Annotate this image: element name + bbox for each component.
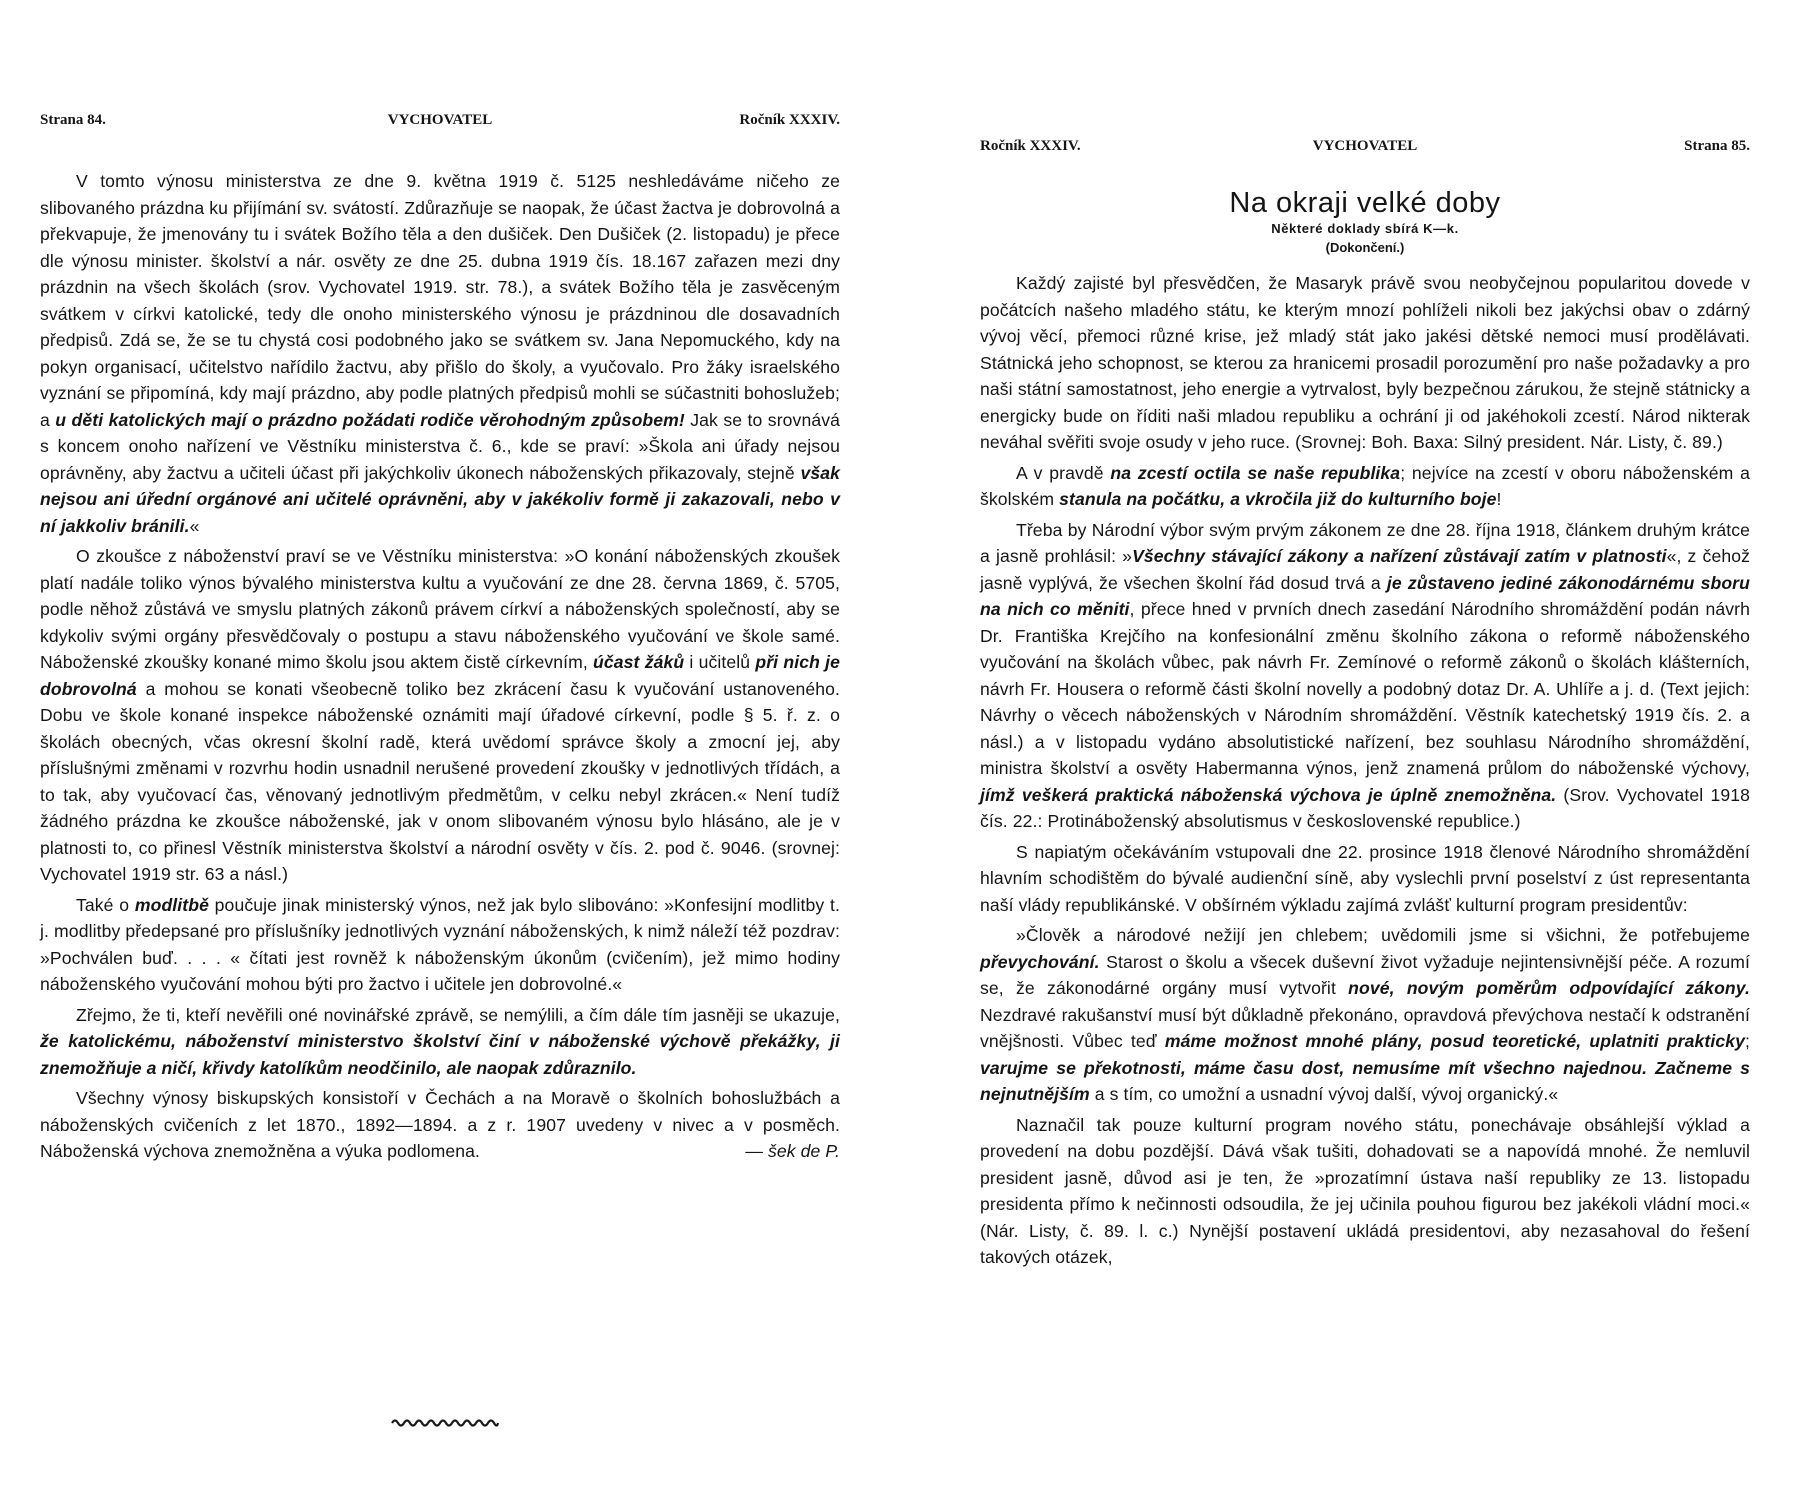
text-run: (Srov. Vychovatel 1918 čís. 22.: Protináboženský absolutismus v československé republice.) (980, 784, 1750, 831)
right-running-header (980, 138, 1750, 160)
paragraph (40, 1002, 840, 1082)
emphasized-text: modlitbě (134, 894, 209, 915)
paragraph (980, 839, 1750, 919)
text-run: « (189, 515, 200, 536)
text-run: Starost o školu a všecek duševní život vyžaduje nejintensivnější péče. A rozumí se, že zákonodárné orgány musí vytvořit (980, 951, 1750, 998)
text-run: Také o (76, 894, 135, 915)
paragraph (980, 1112, 1750, 1271)
text-run: , přece hned v prvních dnech zasedání Národního shromáždění podán návrh Dr. Františka Krejčího na konfesionální změnu školního zákona o reformě náboženského vyučování na školách vůbec, pak návrh Fr. Zemínové o reformě zákonů o školách klášterních, návrh Fr. Housera o reformě části školní novelly a podobný dotaz Dr. A. Uhlíře a j. d. (Text jejich: Návrhy o věcech náboženských v Národním shromáždění. Věstník katechetský 1919 čís. 2. a násl.) a v listopadu vydáno absolutistické nařízení, bez souhlasu Národního shromáždění, ministra školství a osvěty Habermanna výnos, jenž znamená průlom do náboženské výchovy, (980, 599, 1750, 778)
text-run: S napiatým očekáváním vstupovali dne 22. prosince 1918 členové Národního shromáždění hlavním schodištěm do bývalé audienční síně, aby vyslechli první poselství z úst representanta naší vlády republikánské. V obšírném výkladu zajímá zvlášť kulturní program presidentův: (980, 841, 1750, 915)
text-run: i učitelů (684, 652, 756, 672)
text-run: A v pravdě (1016, 462, 1111, 483)
text-run: ! (1496, 489, 1502, 509)
emphasized-text: při nich je dobrovolná (40, 652, 841, 699)
emphasized-text: jímž veškerá praktická náboženská výchova je úplně znemožněna. (980, 784, 1557, 805)
emphasized-text: Všechny stávající zákony a nařízení zůstávají zatím v platnosti (1132, 546, 1667, 566)
right-page-number: Strana 85. (1684, 138, 1750, 154)
left-page (40, 0, 840, 1500)
emphasized-text: na zcestí octila se naše republika (1110, 462, 1401, 483)
emphasized-text: převychování. (980, 951, 1100, 972)
left-volume: Ročník XXXIV. (739, 112, 840, 128)
emphasized-text: je zůstaveno jediné zákonodárnému sboru na nich co měniti (980, 572, 1750, 619)
text-run: O zkoušce z náboženství praví se ve Věstníku ministerstva: »O konání náboženských zkoušek platí nadále toliko výnos bývalého ministerstva kultu a vyučování ze dne 28. června 1869, č. 5705, podle něhož zůstává ve smyslu platných zákonů právem církví a náboženských společností, aby se kdykoliv svými orgány přesvědčovaly o postupu a stavu náboženského vyučování ve škole samé. Náboženské zkoušky konané mimo školu jsou aktem čistě církevním, (40, 546, 840, 672)
right-journal-title: VYCHOVATEL (1312, 138, 1418, 154)
text-run: Každý zajisté byl přesvědčen, že Masaryk právě svou neobyčejnou popularitou dovede v počátcích našeho mladého státu, ke kterým mnozí pohlíželi nikoli bez jakýchsi obav o zdárný vývoj věcí, přemoci různé krise, jež mladý stát jako jakési dětské nemoci musí prodělávati. Státnická jeho schopnost, se kterou za hranicemi prosadil porozumění pro naše požadavky a pro naši státní samostatnost, jeho energie a vytrvalost, byly bezpečnou zárukou, že stejně státnicky a energicky bude on říditi naši mladou republiku a ochrání ji od jakéhokoli zcestí. Národ nikterak neváhal svěřiti svoje osudy v jeho ruce. (Srovnej: Boh. Baxa: Silný president. Nár. Listy, č. 89.) (980, 273, 1750, 452)
right-page (980, 0, 1750, 1500)
emphasized-text: účast žáků (593, 652, 685, 672)
emphasized-text: u děti katolických mají o prázdno požádati rodiče věrohodným způsobem! (55, 409, 685, 430)
article-byline: Některé doklady sbírá K—k. (1271, 221, 1459, 236)
text-run: ; nejvíce na zcestí v oboru náboženském a školském (980, 462, 1750, 509)
text-run: a mohou se konati všeobecně toliko bez zkrácení času k vyučování ustanoveného. Dobu ve škole konané inspekce náboženské oznámiti mají úřadové církevní, podle § 5. ř. z. o školách obecných, včas okresní školní radě, která uvědomí správce školy a zmocní jej, aby příslušnými změnami v rozvrhu hodin usnadnil nerušené provedení zkoušky v jednotlivých třídách, a to tak, aby vyučovací čas, věnovaný jednotlivým předmětům, v celku nebyl zkrácen.« Není tudíž žádného prázdna ke zkoušce náboženské, jak v onom slibovaném výnosu bylo hlásáno, ale je v platnosti to, co přinesl Věstník ministerstva školství a národní osvěty v čís. 2. pod č. 9046. (srovnej: Vychovatel 1919 str. 63 a násl.) (40, 678, 840, 884)
left-running-header (40, 112, 840, 134)
paragraph (40, 892, 840, 998)
emphasized-text: stanula na počátku, a vkročila již do kulturního boje (1059, 489, 1497, 509)
paragraph (980, 517, 1750, 835)
text-run: V tomto výnosu ministerstva ze dne 9. května 1919 č. 5125 neshledáváme ničeho ze slibovaného prázdna ku přijímání sv. svátostí. Zdůrazňuje se naopak, že účast žactva je dobrovolná a překvapuje, že jmenovány tu i svátek Božího těla a den dušiček. Den Dušiček (2. listopadu) je přece dle výnosu minister. školství a nár. osvěty ze dne 25. dubna 1919 čís. 18.167 zařazen mezi dny prázdnin na všech školách (srov. Vychovatel 1919. str. 78.), a svátek Božího těla je zasvěceným svátkem v církvi katolické, tedy dle onoho ministerského výnosu je prázdninou dle dosavadních předpisů. Zdá se, že se tu chystá cosi podobného jako se svátkem sv. Jana Nepomuckého, kdy na pokyn organisací, učitelstvo nařídilo žactvu, aby přišlo do školy, a vyučovalo. Pro žáky israelského vyznání se připomíná, kdy mají prázdno, aby podle platných předpisů mohli se súčastniti bohoslužeb; a (40, 171, 840, 430)
text-run: Nezdravé rakušanství musí být důkladně překonáno, opravdová převýchova nestačí k odstranění vnějšnosti. Vůbec teď (980, 1004, 1750, 1051)
left-page-number: Strana 84. (40, 112, 106, 128)
emphasized-text: varujme se překotnosti, máme času dost, nemusíme mít všechno najednou. Začneme s nejnutnějším (980, 1057, 1750, 1104)
paragraph (980, 922, 1750, 1108)
emphasized-text: nové, novým poměrům odpovídající zákony. (1348, 978, 1750, 998)
paragraph (980, 270, 1750, 456)
text-run: a s tím, co umožní a usnadní vývoj další, vývoj organický.« (1089, 1084, 1559, 1104)
continuation-note: (Dokončení.) (1325, 240, 1405, 255)
text-run: ; (1745, 1031, 1750, 1051)
text-run: poučuje jinak ministerský výnos, než jak bylo slibováno: »Konfesijní modlitby t. j. modlitby předepsané pro příslušníky jednotlivých vyznání náboženských, k nimž náleží též pozdrav: »Pochválen buď. . . . « čítati jest rovněž k náboženským úkonům (cvičením), jež mimo hodiny náboženského vyučování mohou býti pro žactvo i učitele jen dobrovolné.« (40, 894, 840, 994)
end-ornament (390, 1417, 500, 1429)
paragraph (40, 1085, 840, 1165)
right-volume: Ročník XXXIV. (980, 138, 1081, 154)
article-heading (980, 186, 1750, 258)
right-article-body (980, 270, 1750, 1275)
article-title: Na okraji velké doby (1229, 187, 1501, 219)
text-run: Třeba by Národní výbor svým prvým zákonem ze dne 28. října 1918, článkem druhým krátce a jasně prohlásil: » (980, 519, 1750, 566)
text-run: «, z čehož jasně vyplývá, že všechen školní řád dosud trvá a (980, 546, 1750, 593)
emphasized-text: však nejsou ani úřední orgánové ani učitelé oprávněni, aby v jakékoliv formě ji zakazovali, nebo v ní jakkoliv bránili. (40, 462, 840, 536)
paragraph (40, 543, 840, 888)
paragraph (980, 460, 1750, 513)
text-run: Jak se to srovnává s koncem onoho nařízení ve Věstníku ministerstva č. 6., kde se praví: »Škola ani úřady nejsou oprávněny, aby žactvu a učiteli účast při jakýchkoliv úkonech náboženských přikazovaly, stejně (40, 409, 840, 483)
author-signature: — šek de P. (745, 1141, 840, 1161)
left-journal-title: VYCHOVATEL (387, 112, 493, 128)
emphasized-text: máme možnost mnohé plány, posud teoretické, uplatniti prakticky (1164, 1031, 1745, 1051)
text-run: Zřejmo, že ti, kteří nevěřili oné novinářské zprávě, se nemýlili, a čím dále tím jasněji se ukazuje, (76, 1004, 840, 1025)
left-article-body (40, 168, 840, 1165)
text-run: Všechny výnosy biskupských konsistoří v Čechách a na Moravě o školních bohoslužbách a náboženských cvičeních z let 1870., 1892—1894. a z r. 1907 uvedeny v nivec a v posměch. Náboženská výchova znemožněna a výuka podlomena. (40, 1088, 840, 1161)
paragraph (40, 168, 840, 539)
text-run: Naznačil tak pouze kulturní program nového státu, ponechávaje obsáhlejší výklad a provedení na dobu pozdější. Dává však tušiti, dohadovati se a napovídá mnohé. Že nemluvil president jasně, důvod asi je ten, že »prozatímní ústava naší republiky ze 13. listopadu presidenta přímo k nečinnosti odsoudila, že jej učinila pouhou figurou bez jakékoli vládní moci.« (Nár. Listy, č. 89. l. c.) Nynější postavení ukládá presidentovi, aby nezasahoval do řešení takových otázek, (980, 1114, 1750, 1267)
emphasized-text: že katolickému, náboženství ministerstvo školství činí v náboženské výchově překážky, ji znemožňuje a ničí, křivdy katolíkům neodčinilo, ale naopak zdůraznilo. (40, 1031, 840, 1078)
text-run: »Člověk a národové nežijí jen chlebem; uvědomili jsme si všichni, že potřebujeme (1016, 925, 1750, 945)
